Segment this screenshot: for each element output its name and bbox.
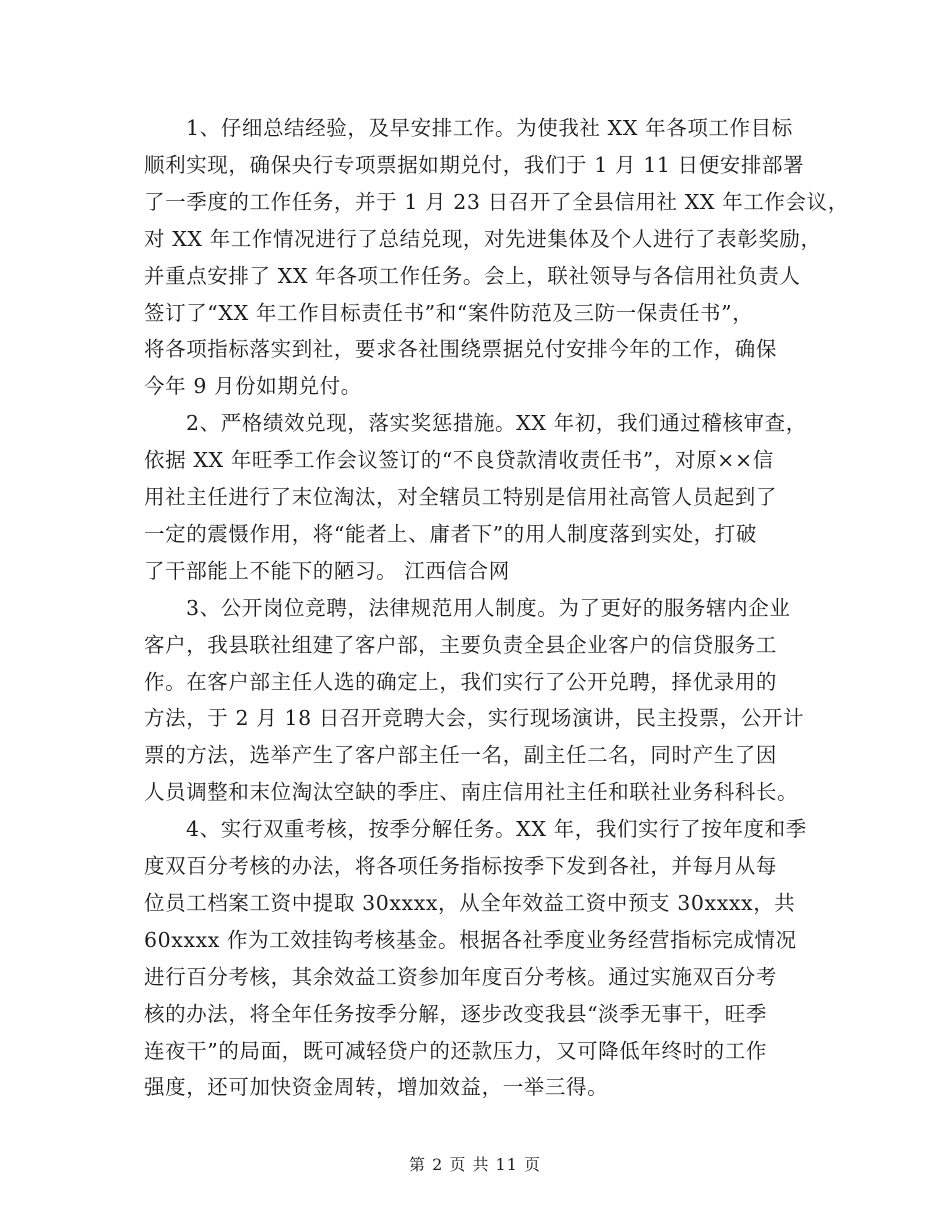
text-line: 依据 XX 年旺季工作会议签订的“不良贷款清收责任书”，对原××信	[144, 448, 774, 473]
text-line: 连夜干”的局面，既可减轻贷户的还款压力，又可降低年终时的工作	[144, 1038, 767, 1063]
text-line: 位员工档案工资中提取 30xxxx，从全年效益工资中预支 30xxxx，共	[144, 890, 796, 915]
text-line: 3、公开岗位竞聘，法律规范用人制度。为了更好的服务辖内企业	[186, 595, 791, 620]
text-line: 顺利实现，确保央行专项票据如期兑付，我们于 1 月 11 日便安排部署	[144, 152, 805, 177]
text-line: 进行百分考核，其余效益工资参加年度百分考核。通过实施双百分考	[144, 964, 777, 989]
text-line: 将各项指标落实到社，要求各社围绕票据兑付安排今年的工作，确保	[144, 337, 777, 362]
text-line: 人员调整和末位淘汰空缺的季庄、南庄信用社主任和联社业务科科长。	[144, 780, 799, 805]
text-line: 了一季度的工作任务，并于 1 月 23 日召开了全县信用社 XX 年工作会议，	[144, 189, 849, 214]
page-number-footer: 第 2 页 共 11 页	[409, 1155, 541, 1174]
text-line: 票的方法，选举产生了客户部主任一名，副主任二名，同时产生了因	[144, 743, 777, 768]
text-line: 2、严格绩效兑现，落实奖惩措施。XX 年初，我们通过稽核审查，	[186, 411, 807, 436]
text-line: 签订了“XX 年工作目标责任书”和“案件防范及三防一保责任书”，	[144, 300, 754, 325]
text-line: 了干部能上不能下的陋习。 江西信合网	[144, 558, 510, 583]
text-line: 方法，于 2 月 18 日召开竞聘大会，实行现场演讲，民主投票，公开计	[144, 706, 805, 731]
text-line: 度双百分考核的办法，将各项任务指标按季下发到各社，并每月从每	[144, 854, 777, 878]
text-line: 核的办法，将全年任务按季分解，逐步改变我县“淡季无事干，旺季	[144, 1001, 767, 1026]
text-line: 60xxxx 作为工效挂钩考核基金。根据各社季度业务经营指标完成情况	[144, 927, 797, 952]
text-line: 今年 9 月份如期兑付。	[144, 374, 362, 399]
text-line: 并重点安排了 XX 年各项工作任务。会上，联社领导与各信用社负责人	[144, 263, 801, 288]
text-line: 作。在客户部主任人选的确定上，我们实行了公开兑聘，择优录用的	[144, 669, 777, 694]
text-line: 一定的震慑作用，将“能者上、庸者下”的用人制度落到实处，打破	[144, 521, 757, 546]
text-line: 强度，还可加快资金周转，增加效益，一举三得。	[144, 1075, 609, 1100]
text-line: 4、实行双重考核，按季分解任务。XX 年，我们实行了按年度和季	[186, 817, 807, 842]
text-line: 客户，我县联社组建了客户部，主要负责全县企业客户的信贷服务工	[144, 632, 777, 657]
text-line: 1、仔细总结经验，及早安排工作。为使我社 XX 年各项工作目标	[186, 116, 793, 140]
text-line: 对 XX 年工作情况进行了总结兑现，对先进集体及个人进行了表彰奖励，	[144, 226, 822, 251]
text-line: 用社主任进行了末位淘汰，对全辖员工特别是信用社高管人员起到了	[144, 485, 777, 509]
